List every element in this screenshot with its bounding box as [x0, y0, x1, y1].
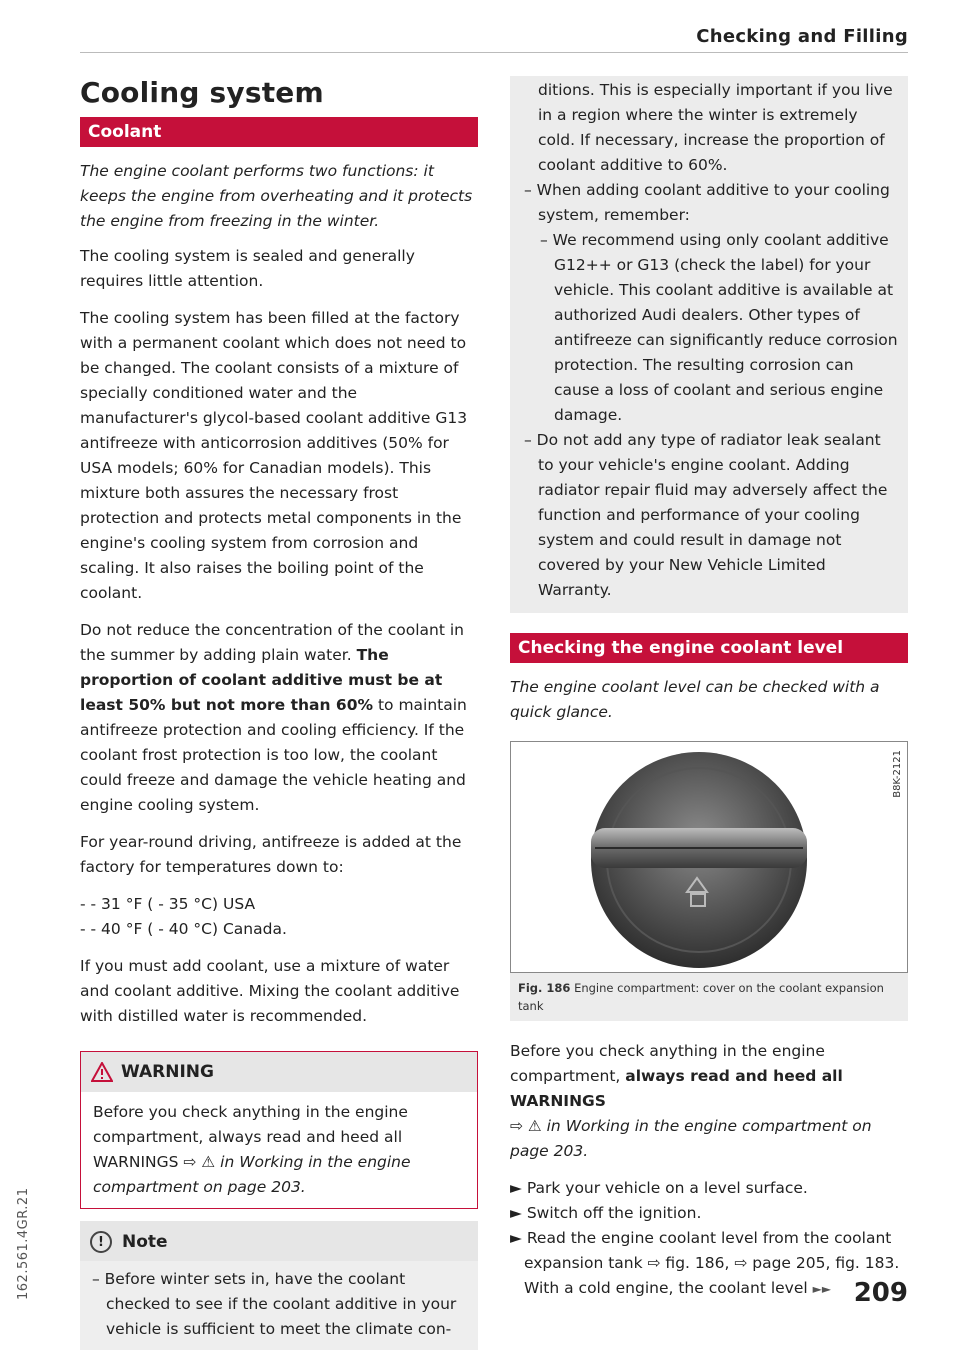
paragraph	[80, 618, 478, 818]
warning-body	[81, 1092, 477, 1208]
continue-arrow-icon: ►►	[812, 1282, 832, 1296]
paragraph	[510, 1039, 908, 1164]
figure-coolant-cap	[510, 741, 908, 973]
paragraph: For year-round driving, antifreeze is added at the factory for temperatures down to:	[80, 833, 462, 876]
list-item: - - 40 °F ( - 40 °C) Canada.	[80, 920, 287, 938]
note-body	[80, 1261, 478, 1350]
running-header: Checking and Filling	[696, 26, 908, 47]
note-item: – Do not add any type of radiator leak sealant to your vehicle's engine coolant. Adding radiator repair fluid may adversely affect the function and performance of your cooling system and could result in damage not covered by your New Vehicle Limited Warranty.	[524, 431, 888, 599]
step-item: ► Switch off the ignition.	[510, 1204, 702, 1222]
warning-reference: in Working in the engine compartment on page 203.	[93, 1153, 411, 1196]
warning-box	[80, 1051, 478, 1209]
info-icon: !	[90, 1231, 112, 1253]
step-item	[510, 1226, 908, 1302]
paragraph: The cooling system is sealed and generally requires little attention.	[80, 247, 415, 290]
list-item: - - 31 °F ( - 35 °C) USA	[80, 895, 256, 913]
note-box	[80, 1221, 478, 1350]
figure-code: B8K-2121	[892, 750, 903, 798]
note-continuation	[510, 76, 908, 613]
lead-paragraph: The engine coolant level can be checked with a quick glance.	[510, 678, 880, 721]
figure-caption-text: Engine compartment: cover on the coolant expansion tank	[518, 981, 884, 1013]
warning-text: Before you check anything in the engine compartment, always read and heed all WARNINGS ⇨ ⚠	[93, 1103, 408, 1171]
document-code: 162.561.4GR.21	[16, 1187, 31, 1300]
section-title: Cooling system	[80, 76, 324, 109]
note-header	[80, 1221, 478, 1261]
left-column	[80, 72, 478, 1350]
note-title: Note	[122, 1232, 168, 1252]
note-item: – Before winter sets in, have the coolant checked to see if the coolant additive in your vehicle is sufficient to meet the climate con-	[92, 1270, 457, 1338]
paragraph: If you must add coolant, use a mixture of water and coolant additive. Mixing the coolant additive with distilled water is recommended.	[80, 957, 460, 1025]
note-continued-text: ditions. This is especially important if you live in a region where the winter is extremely cold. If necessary, increase the proportion of coolant additive to 60%.	[538, 81, 893, 174]
header-rule	[80, 52, 908, 53]
warning-header	[81, 1052, 477, 1092]
emphasis-text: The proportion of coolant additive must be at least 50% but not more than 60%	[80, 646, 443, 714]
subsection-bar: Coolant	[80, 117, 478, 147]
step-item: ► Park your vehicle on a level surface.	[510, 1179, 808, 1197]
cross-reference: ⇨ ⚠ in Working in the engine compartment on page 203.	[510, 1117, 872, 1160]
warning-triangle-icon	[91, 1062, 113, 1082]
subsection-bar: Checking the engine coolant level	[510, 633, 908, 663]
text: Before you check anything in the engine compartment,	[510, 1042, 825, 1085]
warning-title: WARNING	[121, 1062, 214, 1082]
figure-caption	[510, 973, 908, 1021]
lead-paragraph: The engine coolant performs two functions: it keeps the engine from overheating and it protects the engine from freezing in the winter.	[80, 162, 473, 230]
page-number: 209	[853, 1278, 908, 1308]
note-subitem: – We recommend using only coolant additive G12++ or G13 (check the label) for your vehicle. This coolant additive is available at authorized Audi dealers. Other types of antifreeze can significantly reduce corrosion protection. The resulting corrosion can cause a loss of coolant and serious engine damage.	[540, 231, 898, 424]
emphasis-text: always read and heed all WARNINGS	[510, 1067, 843, 1110]
step-text: ► Read the engine coolant level from the coolant expansion tank ⇨ fig. 186, ⇨ page 205, fig. 183. With a cold engine, the coolant level	[510, 1229, 900, 1297]
note-item: – When adding coolant additive to your cooling system, remember:	[524, 181, 890, 224]
coolant-cap-illustration	[511, 742, 907, 972]
temperature-list	[80, 892, 478, 942]
text: to maintain antifreeze protection and cooling efficiency. If the coolant frost protection is too low, the coolant could freeze and damage the vehicle heating and engine cooling system.	[80, 696, 467, 814]
text: Do not reduce the concentration of the coolant in the summer by adding plain water.	[80, 621, 464, 664]
figure-label: Fig. 186	[518, 981, 571, 995]
right-column	[510, 76, 908, 1302]
paragraph: The cooling system has been filled at the factory with a permanent coolant which does not need to be changed. The coolant consists of a mixture of specially conditioned water and the manufacturer's glycol-based coolant additive G13 antifreeze with anticorrosion additives (50% for USA models; 60% for Canadian models). This mixture both assures the necessary frost protection and protects metal components in the engine's cooling system from corrosion and scaling. It also raises the boiling point of the coolant.	[80, 309, 468, 602]
